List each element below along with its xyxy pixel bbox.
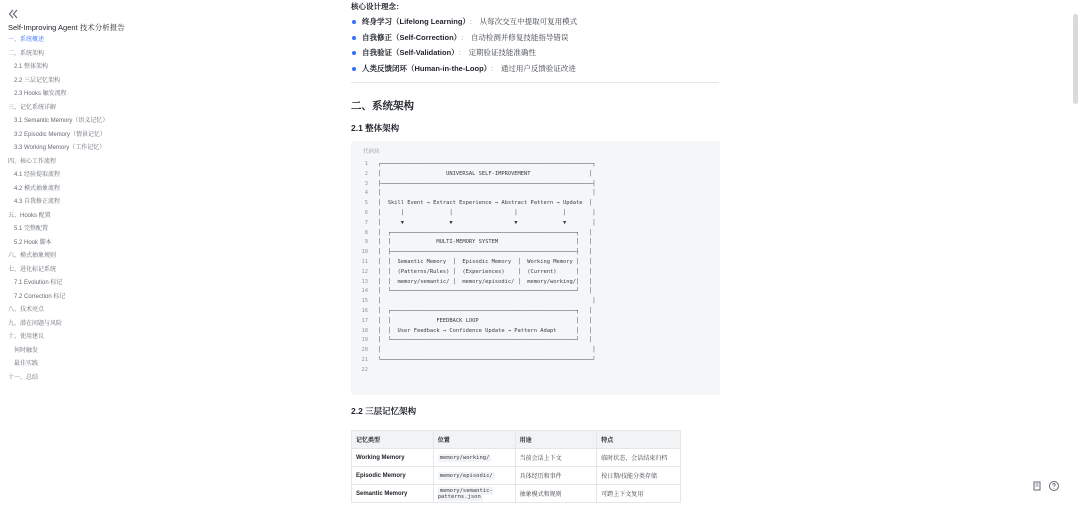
principle-item <box>352 61 577 77</box>
line-number: 17 <box>361 317 368 324</box>
code-text: │ │ <box>378 298 596 305</box>
code-text: │ └─────────────────────────────────────────────────────────┘ │ <box>378 337 593 344</box>
toc-item[interactable]: 5.2 Hook 脚本 <box>14 239 52 246</box>
code-line <box>351 199 595 209</box>
code-line <box>351 366 595 376</box>
principle-name: 终身学习（Lifelong Learning） <box>362 17 467 26</box>
scrollbar-thumb[interactable] <box>1073 14 1078 104</box>
bullet-dot <box>352 51 356 55</box>
line-number: 16 <box>361 307 368 314</box>
toc-sidebar <box>0 0 300 510</box>
code-text: │ ├─────────────────────────────────────────────────────────┤ │ <box>378 249 593 256</box>
code-line <box>351 189 595 199</box>
code-line <box>351 317 595 327</box>
code-line <box>351 307 595 317</box>
code-text: │ │ MULTI-MEMORY SYSTEM │ │ <box>378 239 593 246</box>
toc-item[interactable]: 2.3 Hooks 触发流程 <box>14 91 67 97</box>
line-number: 14 <box>361 288 368 295</box>
subsection-title-overall-arch: 2.1 整体架构 <box>351 123 400 133</box>
toc-item[interactable]: 2.1 整体架构 <box>14 64 49 70</box>
toc-item[interactable]: 八、技术亮点 <box>8 307 45 313</box>
principle-name: 自我验证（Self-Validation） <box>362 48 455 57</box>
line-number: 4 <box>364 190 368 197</box>
table-row <box>352 485 681 503</box>
code-line <box>351 229 595 239</box>
code-line <box>351 248 595 258</box>
code-line <box>351 287 595 297</box>
code-block-label: 代码块 <box>363 149 380 155</box>
line-number: 21 <box>361 356 368 363</box>
principle-separator: ： <box>460 32 468 42</box>
code-line <box>351 327 595 337</box>
toc-item[interactable]: 4.2 模式抽象流程 <box>14 185 61 192</box>
code-line <box>351 170 595 180</box>
code-text: │ ┌─────────────────────────────────────────────────────────┐ │ <box>378 307 593 314</box>
bookmark-icon[interactable] <box>1031 480 1043 492</box>
table-cell: Episodic Memory <box>352 467 434 485</box>
code-text: │ ┌─────────────────────────────────────────────────────────┐ │ <box>378 229 593 236</box>
line-number: 22 <box>361 366 368 373</box>
help-circle-icon[interactable] <box>1048 480 1060 492</box>
principle-name: 自我修正（Self-Correction） <box>362 32 458 42</box>
code-line <box>351 278 595 288</box>
bullet-dot <box>352 20 356 24</box>
principle-separator: ： <box>457 48 466 57</box>
section-title: 二、系统架构 <box>351 100 414 112</box>
toc-item[interactable]: 3.3 Working Memory（工作记忆） <box>14 145 106 151</box>
code-line <box>351 297 595 307</box>
line-number: 3 <box>364 180 368 187</box>
principle-item <box>352 14 577 30</box>
toc-item[interactable]: 四、核心工作流程 <box>8 158 57 165</box>
code-text: │ │ (Patterns/Rules) │ (Experiences) │ (Current) │ │ <box>378 268 593 275</box>
line-number: 18 <box>361 327 368 334</box>
code-text: │ │ │ │ │ │ <box>378 209 596 216</box>
toc-list <box>0 34 300 385</box>
line-number: 15 <box>361 298 368 305</box>
code-text: │ ▼ ▼ ▼ ▼ │ <box>378 219 596 226</box>
toc-item[interactable]: 7.2 Correction 标记 <box>14 293 66 300</box>
code-text: └─────────────────────────────────────────────────────────────────┘ <box>378 356 596 363</box>
code-text: │ │ Semantic Memory │ Episodic Memory │ Working Memory │ │ <box>378 258 593 265</box>
line-number: 11 <box>361 258 368 265</box>
line-number: 12 <box>361 268 368 275</box>
doc-title[interactable]: Self-Improving Agent 技术分析报告 <box>8 23 125 32</box>
principle-separator: ： <box>469 17 477 26</box>
double-chevron-left-icon[interactable] <box>7 8 19 20</box>
main-content <box>340 0 740 510</box>
toc-item[interactable]: 4.3 自我修正流程 <box>14 199 61 205</box>
toc-item[interactable]: 十、使用建议 <box>8 334 45 340</box>
toc-item[interactable]: 7.1 Evolution 标记 <box>14 280 63 286</box>
code-line <box>351 160 595 170</box>
principle-desc: 从每次交互中提取可复用模式 <box>479 17 578 26</box>
table-cell: 当前会话上下文 <box>515 449 597 467</box>
principle-desc: 通过用户反馈验证改进 <box>500 63 576 73</box>
line-number: 9 <box>364 239 368 246</box>
bullet-dot <box>352 67 356 71</box>
toc-item[interactable]: 五、Hooks 配置 <box>8 212 51 219</box>
subsection-title-memory-arch: 2.2 三层记忆架构 <box>351 406 417 416</box>
line-number: 19 <box>361 337 368 344</box>
principles-title: 核心设计理念： <box>351 2 404 11</box>
toc-item[interactable]: 九、潜在问题与风险 <box>8 320 63 327</box>
code-line <box>351 219 595 229</box>
toc-item[interactable]: 十一、总结 <box>8 374 39 381</box>
code-line <box>351 180 595 190</box>
toc-item[interactable]: 何时触发 <box>14 347 39 354</box>
code-line <box>351 336 595 346</box>
toc-item[interactable]: 最佳实践 <box>14 361 39 367</box>
principle-name: 人类反馈闭环（Human-in-the-Loop） <box>362 63 488 73</box>
toc-item[interactable]: 六、模式抽象规则 <box>8 253 57 259</box>
code-line <box>351 209 595 219</box>
code-text: │ UNIVERSAL SELF-IMPROVEMENT │ <box>378 170 593 177</box>
code-text: ┌─────────────────────────────────────────────────────────────────┐ <box>378 161 596 167</box>
table-header-cell: 特点 <box>597 431 681 449</box>
table-cell: 按日期/技能分类存储 <box>597 467 681 485</box>
code-text: │ │ FEEDBACK LOOP │ │ <box>378 317 593 324</box>
line-number: 13 <box>361 278 368 285</box>
table-header-cell: 用途 <box>515 431 597 449</box>
principle-item <box>352 30 577 46</box>
table-cell: Semantic Memory <box>352 485 434 503</box>
inline-code: memory/working/ <box>439 454 490 461</box>
toc-item[interactable]: 3.1 Semantic Memory（语义记忆） <box>14 118 109 124</box>
toc-item[interactable]: 3.2 Episodic Memory（情景记忆） <box>14 131 107 138</box>
principle-desc: 自动检测并修复技能指导错误 <box>470 32 569 42</box>
code-text: │ Skill Event → Extract Experience → Abstract Pattern → Update │ <box>378 200 593 207</box>
table-cell: 具体经历和事件 <box>515 467 597 485</box>
code-line <box>351 346 595 356</box>
toc-item[interactable]: 2.2 三层记忆架构 <box>14 77 61 84</box>
principle-item <box>352 45 577 61</box>
line-number: 20 <box>361 347 368 354</box>
bullet-dot <box>352 36 356 40</box>
code-block[interactable] <box>351 141 720 395</box>
toc-item[interactable]: 5.1 完整配置 <box>14 226 49 232</box>
code-text: │ └─────────────────────────────────────────────────────────┘ │ <box>378 288 593 295</box>
line-number: 8 <box>364 229 368 236</box>
table-cell: 临时状态、会话结束归档 <box>597 449 681 467</box>
table-cell <box>433 485 515 503</box>
line-number: 5 <box>364 200 368 207</box>
table-cell <box>433 449 515 467</box>
table-row <box>352 467 681 485</box>
toc-item[interactable]: 二、系统架构 <box>8 50 45 57</box>
table-cell: 抽象模式和规则 <box>515 485 597 503</box>
code-text: ├─────────────────────────────────────────────────────────────────┤ <box>378 180 596 187</box>
table-cell <box>433 467 515 485</box>
code-text: │ │ User Feedback → Confidence Update → Pattern Adapt │ │ <box>378 327 593 334</box>
memory-table <box>351 430 681 503</box>
toc-item[interactable]: 七、进化标记系统 <box>8 266 57 273</box>
code-lines <box>351 160 595 376</box>
table-cell: 可跨上下文复用 <box>597 485 681 503</box>
inline-code: memory/episodic/ <box>439 472 493 479</box>
line-number: 7 <box>364 219 368 226</box>
principle-separator: ： <box>490 63 498 73</box>
code-line <box>351 268 595 278</box>
line-number: 10 <box>361 249 368 256</box>
code-line <box>351 258 595 268</box>
divider <box>351 82 719 83</box>
line-number: 6 <box>364 209 368 216</box>
code-line <box>351 238 595 248</box>
toc-item[interactable]: 一、系统概述 <box>8 37 45 43</box>
table-header-cell: 记忆类型 <box>352 431 434 449</box>
code-text: │ │ <box>378 347 596 354</box>
line-number: 1 <box>364 161 368 167</box>
inline-code: memory/semantic-patterns.json <box>437 487 493 500</box>
line-number: 2 <box>364 170 368 177</box>
toc-item[interactable]: 三、记忆系统详解 <box>8 104 57 111</box>
table-cell: Working Memory <box>352 449 434 467</box>
principles-list <box>352 14 577 76</box>
table-row <box>352 449 681 467</box>
table-header-cell: 位置 <box>433 431 515 449</box>
code-text: │ │ memory/semantic/ │ memory/episodic/ │ memory/working/│ │ <box>378 278 593 285</box>
principle-desc: 定期验证技能准确性 <box>468 48 536 57</box>
code-text: │ │ <box>378 190 596 197</box>
toc-item[interactable]: 4.1 经验提取流程 <box>14 172 61 178</box>
code-line <box>351 356 595 366</box>
